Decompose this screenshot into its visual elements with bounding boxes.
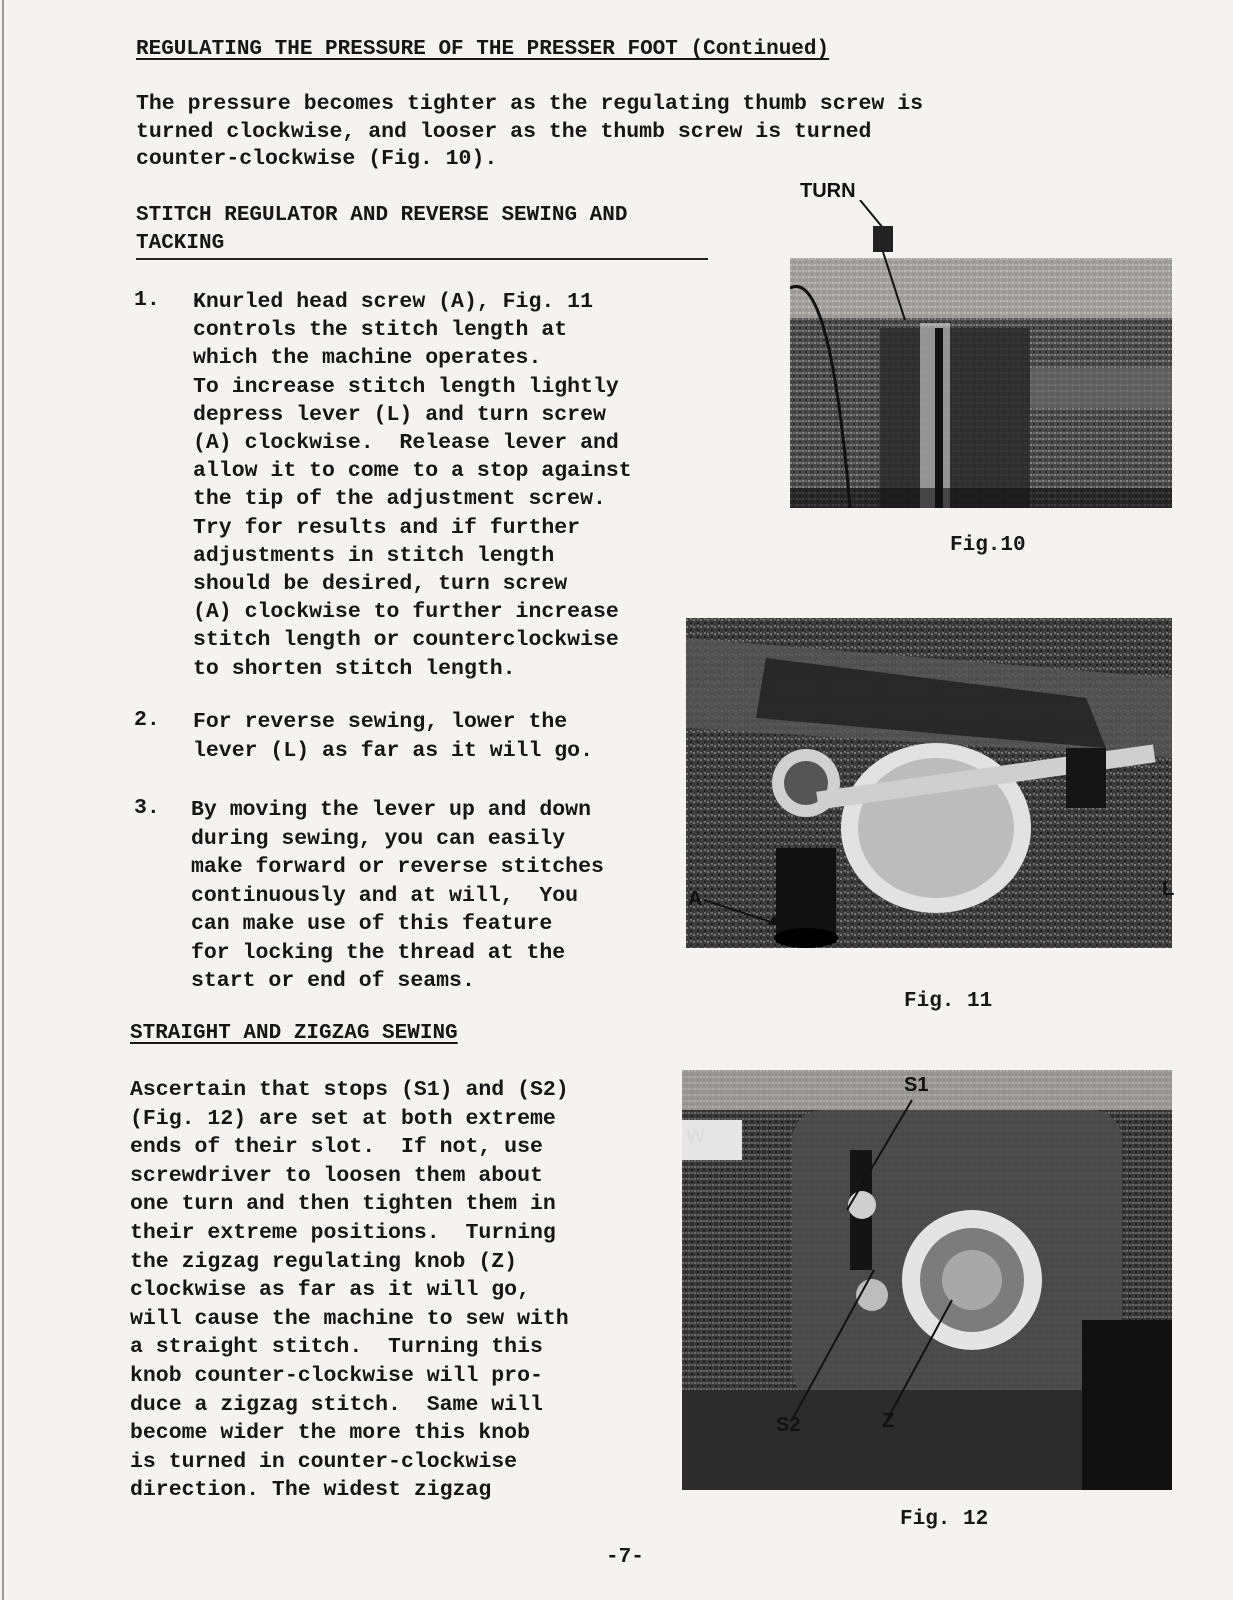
- fig12-label-z: Z: [882, 1410, 895, 1432]
- text-line: one turn and then tighten them in: [130, 1192, 556, 1217]
- list-item-line: should be desired, turn screw: [193, 572, 568, 596]
- list-item-line: Knurled head screw (A), Fig. 11: [193, 290, 593, 314]
- text-line: a straight stitch. Turning this: [130, 1335, 543, 1360]
- fig12-photo: [682, 1070, 1172, 1490]
- list-item-line: make forward or reverse stitches: [191, 855, 604, 879]
- list-item-line: for locking the thread at the: [191, 940, 566, 965]
- fig12-caption: Fig. 12: [900, 1508, 989, 1531]
- fig10-label-turn: TURN: [800, 180, 856, 202]
- list-item-line: which the machine operates.: [193, 346, 542, 371]
- list-item-line: during sewing, you can easily: [191, 826, 566, 851]
- text-line: is turned in counter-clockwise: [130, 1449, 518, 1474]
- list-item-line: By moving the lever up and down: [191, 798, 591, 822]
- list-item-line: start or end of seams.: [191, 969, 475, 993]
- zigzag-heading: STRAIGHT AND ZIGZAG SEWING: [130, 1022, 458, 1045]
- list-item-line: depress lever (L) and turn screw: [193, 402, 606, 427]
- list-number: 3.: [134, 796, 160, 820]
- stitch-heading-underline: [136, 258, 708, 260]
- fig12-label-s2: S2: [776, 1414, 801, 1436]
- fig11-caption: Fig. 11: [904, 990, 993, 1013]
- text-line: become wider the more this knob: [130, 1421, 530, 1446]
- list-item-line: to shorten stitch length.: [193, 656, 516, 681]
- text-line: screwdriver to loosen them about: [130, 1163, 543, 1188]
- text-line: turned clockwise, and looser as the thumb screw is turned: [136, 119, 872, 144]
- list-item-line: adjustments in stitch length: [193, 543, 555, 568]
- list-item-line: lever (L) as far as it will go.: [193, 738, 593, 763]
- list-item-line: To increase stitch length lightly: [193, 374, 619, 399]
- text-line: clockwise as far as it will go,: [130, 1278, 530, 1303]
- pressure-heading: REGULATING THE PRESSURE OF THE PRESSER FOOT (Continued): [136, 38, 830, 61]
- list-item-line: the tip of the adjustment screw.: [193, 487, 606, 512]
- list-item-line: Try for results and if further: [193, 515, 581, 540]
- list-item-line: can make use of this feature: [191, 912, 553, 936]
- fig10-turn-screw-icon: [845, 200, 925, 320]
- stitch-heading-line1: STITCH REGULATOR AND REVERSE SEWING AND: [136, 204, 628, 227]
- list-item-line: controls the stitch length at: [193, 318, 568, 343]
- fig12-plate-label: W: [686, 1126, 705, 1148]
- text-line: Ascertain that stops (S1) and (S2): [130, 1078, 569, 1102]
- list-number: 2.: [134, 708, 160, 732]
- fig11-label-l: L: [1162, 878, 1175, 900]
- fig11-arrow-a-icon: [704, 895, 786, 935]
- stitch-heading-line2: TACKING: [136, 232, 225, 255]
- text-line: the zigzag regulating knob (Z): [130, 1249, 518, 1274]
- fig10-caption: Fig.10: [950, 534, 1026, 557]
- list-item-line: allow it to come to a stop against: [193, 459, 632, 484]
- text-line: their extreme positions. Turning: [130, 1221, 556, 1245]
- fig12-label-s1: S1: [904, 1074, 929, 1096]
- list-item-line: For reverse sewing, lower the: [193, 710, 568, 734]
- text-line: The pressure becomes tighter as the regulating thumb screw is: [136, 92, 924, 116]
- list-number: 1.: [134, 288, 160, 312]
- text-line: direction. The widest zigzag: [130, 1478, 492, 1503]
- text-line: duce a zigzag stitch. Same will: [130, 1392, 543, 1417]
- text-line: will cause the machine to sew with: [130, 1306, 569, 1331]
- list-item-line: continuously and at will, You: [191, 883, 579, 908]
- list-item-line: (A) clockwise to further increase: [193, 600, 619, 625]
- text-line: knob counter-clockwise will pro-: [130, 1364, 543, 1388]
- list-item-line: (A) clockwise. Release lever and: [193, 431, 619, 455]
- page-edge: [2, 0, 4, 1600]
- list-item-line: stitch length or counterclockwise: [193, 628, 619, 653]
- text-line: counter-clockwise (Fig. 10).: [136, 147, 498, 171]
- text-line: ends of their slot. If not, use: [130, 1135, 543, 1160]
- text-line: (Fig. 12) are set at both extreme: [130, 1106, 556, 1131]
- page-number: -7-: [606, 1546, 644, 1569]
- fig11-label-a: A: [688, 888, 703, 910]
